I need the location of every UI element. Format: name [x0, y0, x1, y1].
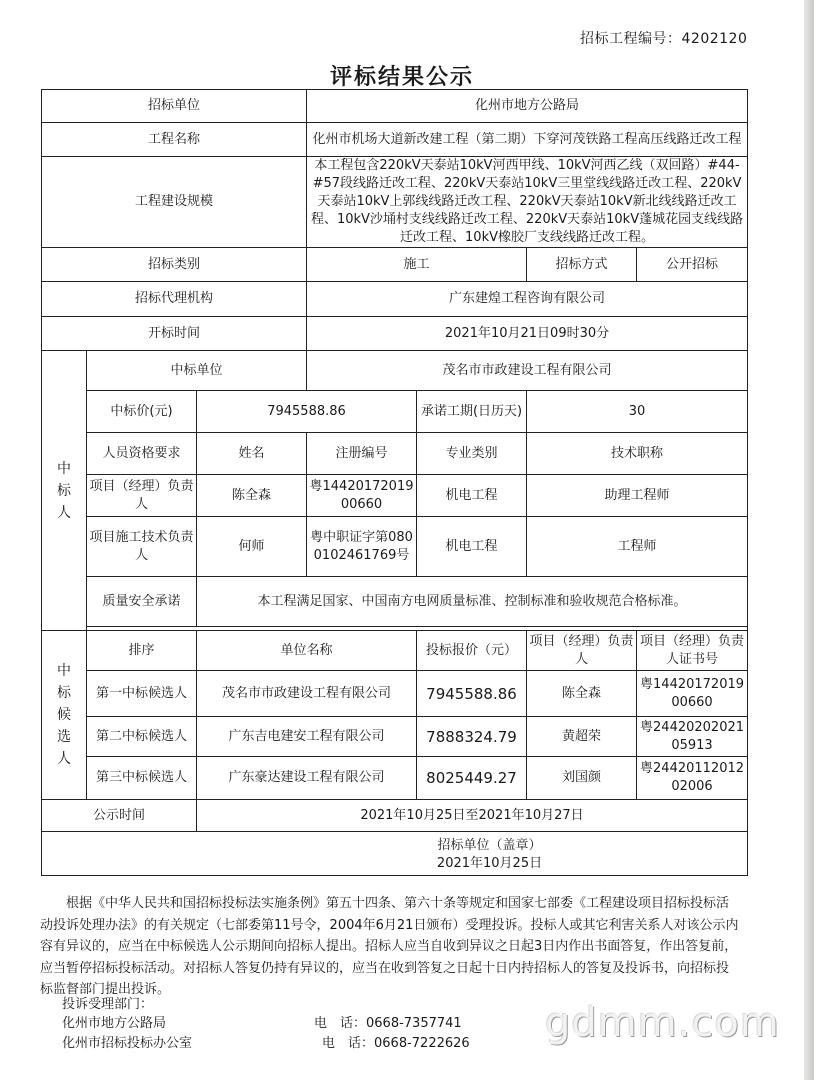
- cand-unit: 广东豪达建设工程有限公司: [197, 757, 417, 800]
- publicity-label: 公示时间: [42, 800, 197, 832]
- pm-major: 机电工程: [417, 475, 527, 517]
- method-label: 招标方式: [527, 248, 637, 282]
- cand-rank: 第一中标候选人: [87, 671, 197, 717]
- tech-major: 机电工程: [417, 517, 527, 577]
- watermark: gdmm.com: [545, 1000, 780, 1046]
- project-number: 招标工程编号：4202120: [580, 31, 748, 47]
- table-row: [42, 717, 748, 757]
- row-scale: [42, 157, 748, 248]
- cand-unit: 茂名市市政建设工程有限公司: [197, 671, 417, 717]
- staff-col-reg: 注册编号: [307, 433, 417, 475]
- winner-group-text: 中标人: [57, 460, 71, 521]
- cand-col-cert: 项目（经理）负责人证书号: [637, 631, 748, 671]
- row-publicity: [42, 800, 748, 832]
- tenderer-label: 招标单位: [42, 90, 307, 123]
- seal-line: 招标单位（盖章）: [437, 838, 542, 853]
- row-category: [42, 248, 748, 282]
- staff-col-name: 姓名: [197, 433, 307, 475]
- row-tech: [42, 517, 748, 577]
- category-value: 施工: [307, 248, 527, 282]
- winner-price-label: 中标价(元): [87, 391, 197, 433]
- row-pm: [42, 475, 748, 517]
- table-row: [42, 757, 748, 800]
- method-value: 公开招标: [637, 248, 748, 282]
- cand-pm: 黄超荣: [527, 717, 637, 757]
- tenderer-value: 化州市地方公路局: [307, 90, 748, 123]
- row-tenderer: [42, 90, 748, 123]
- cand-cert: 粤1442017201900660: [637, 671, 748, 717]
- cand-rank: 第二中标候选人: [87, 717, 197, 757]
- complaint-notice: 根据《中华人民共和国招标投标法实施条例》第五十四条、第六十条等规定和国家七部委《工程建设项目招标投标活动投诉处理办法》的有关规定（七部委第11号令，2004年6月21日颁布）受理投诉。投标人或其它利害关系人对该公示内容有异议的，应当在中标候选人公示期间向招标人提出。招标人应当自收到异议之日起3日内作出书面答复，作出答复前，应当暂停招标投标活动。对招标人答复仍持有异议的，应当在收到答复之日起十日内持招标人的答复及投诉书，向招标投标监督部门提出投诉。: [40, 896, 739, 997]
- agency-value: 广东建煌工程咨询有限公司: [307, 282, 748, 317]
- scale-label: 工程建设规模: [42, 157, 307, 248]
- tech-title: 工程师: [527, 517, 748, 577]
- page-edge: [804, 0, 814, 1080]
- staff-col-title: 技术职称: [527, 433, 748, 475]
- row-winner-price: [42, 391, 748, 433]
- quality-label: 质量安全承诺: [87, 577, 197, 627]
- scale-value: 本工程包含220kV天泰站10kV河西甲线、10kV河西乙线（双回路）#44-#57段线路迁改工程、220kV天泰站10kV三里堂线线路迁改工程、220kV天泰站10kV上郭线线路迁改工程、220kV天泰站10kV新北线线路迁改工程、10kV沙埇村支线线路迁改工程、220kV天泰站10kV蓬城花园支线线路迁改工程、10kV橡胶厂支线线路迁改工程。: [307, 157, 748, 248]
- cand-col-price: 投标报价（元）: [417, 631, 527, 671]
- pm-label: 项目（经理）负责人: [87, 475, 197, 517]
- cand-price: 8025449.27: [417, 757, 527, 800]
- winner-group-label: [42, 351, 87, 631]
- quality-value: 本工程满足国家、中国南方电网质量标准、控制标准和验收规范合格标准。: [197, 577, 748, 627]
- pm-title: 助理工程师: [527, 475, 748, 517]
- phone-1: 电 话：0668-7357741: [314, 1016, 462, 1031]
- tech-label: 项目施工技术负责人: [87, 517, 197, 577]
- dept-2: 化州市招标投标办公室: [62, 1036, 193, 1051]
- winner-unit-label: 中标单位: [87, 351, 307, 391]
- seal-cell: [42, 832, 748, 876]
- complaint-label: 投诉受理部门：: [62, 997, 154, 1012]
- row-candidate-header: [42, 631, 748, 671]
- cand-price: 7888324.79: [417, 717, 527, 757]
- cand-pm: 陈全森: [527, 671, 637, 717]
- staff-label: 人员资格要求: [87, 433, 197, 475]
- staff-col-major: 专业类别: [417, 433, 527, 475]
- opening-label: 开标时间: [42, 317, 307, 351]
- dept-1: 化州市地方公路局: [62, 1016, 167, 1031]
- category-label: 招标类别: [42, 248, 307, 282]
- seal-date: 2021年10月25日: [436, 856, 543, 871]
- tech-name: 何师: [197, 517, 307, 577]
- winner-period-label: 承诺工期(日历天): [417, 391, 527, 433]
- winner-unit-value: 茂名市市政建设工程有限公司: [307, 351, 748, 391]
- row-opening: [42, 317, 748, 351]
- winner-price-value: 7945588.86: [197, 391, 417, 433]
- cand-pm: 刘国颜: [527, 757, 637, 800]
- publicity-value: 2021年10月25日至2021年10月27日: [197, 800, 748, 832]
- opening-value: 2021年10月21日09时30分: [307, 317, 748, 351]
- cand-rank: 第三中标候选人: [87, 757, 197, 800]
- row-winner-unit: [42, 351, 748, 391]
- project-name-value: 化州市机场大道新改建工程（第二期）下穿河茂铁路工程高压线路迁改工程: [307, 123, 748, 157]
- cand-cert: 粤2442020202105913: [637, 717, 748, 757]
- row-agency: [42, 282, 748, 317]
- pm-reg: 粤1442017201900660: [307, 475, 417, 517]
- pm-name: 陈全森: [197, 475, 307, 517]
- cand-price: 7945588.86: [417, 671, 527, 717]
- winner-period-value: 30: [527, 391, 748, 433]
- cand-col-rank: 排序: [87, 631, 197, 671]
- page-title: 评标结果公示: [329, 65, 474, 90]
- cand-cert: 粤2442011201202006: [637, 757, 748, 800]
- cand-col-unit: 单位名称: [197, 631, 417, 671]
- cand-col-pm: 项目（经理）负责人: [527, 631, 637, 671]
- agency-label: 招标代理机构: [42, 282, 307, 317]
- result-table: [41, 89, 748, 876]
- tech-reg: 粤中职证字第0800102461769号: [307, 517, 417, 577]
- candidate-group-text: 中标候选人: [57, 663, 71, 767]
- row-quality: [42, 577, 748, 627]
- table-row: [42, 671, 748, 717]
- candidate-group-label: [42, 631, 87, 800]
- cand-unit: 广东吉电建安工程有限公司: [197, 717, 417, 757]
- phone-2: 电 话：0668-7222626: [322, 1036, 470, 1051]
- row-staff-header: [42, 433, 748, 475]
- row-seal: [42, 832, 748, 876]
- row-project-name: [42, 123, 748, 157]
- project-name-label: 工程名称: [42, 123, 307, 157]
